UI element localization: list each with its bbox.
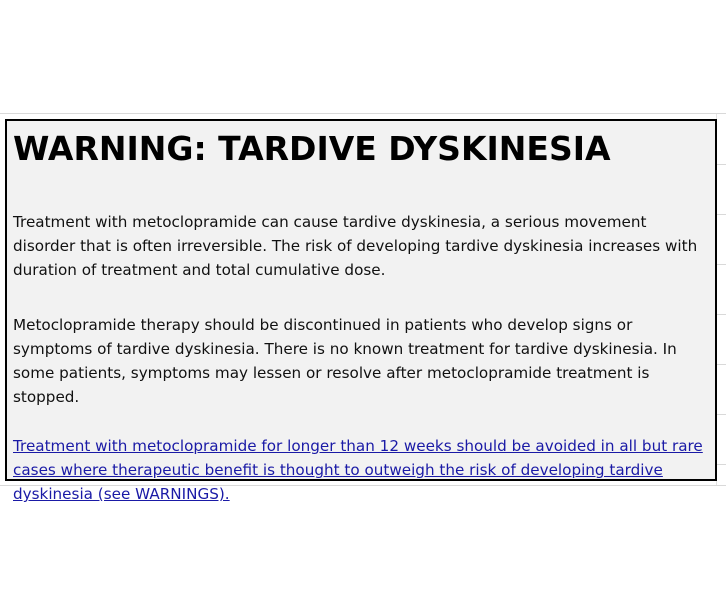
- grid-row-line: [716, 314, 726, 315]
- grid-row-line: [716, 464, 726, 465]
- grid-row-line: [716, 164, 726, 165]
- warning-paragraph-discontinue: Metoclopramide therapy should be discontinued in patients who develop signs or symptoms of tardive dyskinesia. There is no known treatment for tardive dyskinesia. In some patients, symptoms may lessen or resolve after metoclopramide treatment is stopped.: [13, 316, 677, 406]
- warning-title: WARNING: TARDIVE DYSKINESIA: [13, 129, 611, 168]
- see-warnings-link[interactable]: Treatment with metoclopramide for longer than 12 weeks should be avoided in all but rare cases where therapeutic benefit is thought to outweigh the risk of developing tardive dyskinesia (see WARNINGS).: [13, 437, 703, 503]
- boxed-warning: [5, 119, 717, 503]
- grid-row-line: [716, 364, 726, 365]
- grid-row-line: [716, 214, 726, 215]
- warning-paragraph-risk: Treatment with metoclopramide can cause tardive dyskinesia, a serious movement disorder that is often irreversible. The risk of developing tardive dyskinesia increases with duration of treatment and total cumulative dose.: [13, 213, 698, 279]
- grid-row-line: [716, 414, 726, 415]
- grid-row-line: [716, 264, 726, 265]
- warning-paragraph-duration: [13, 434, 710, 506]
